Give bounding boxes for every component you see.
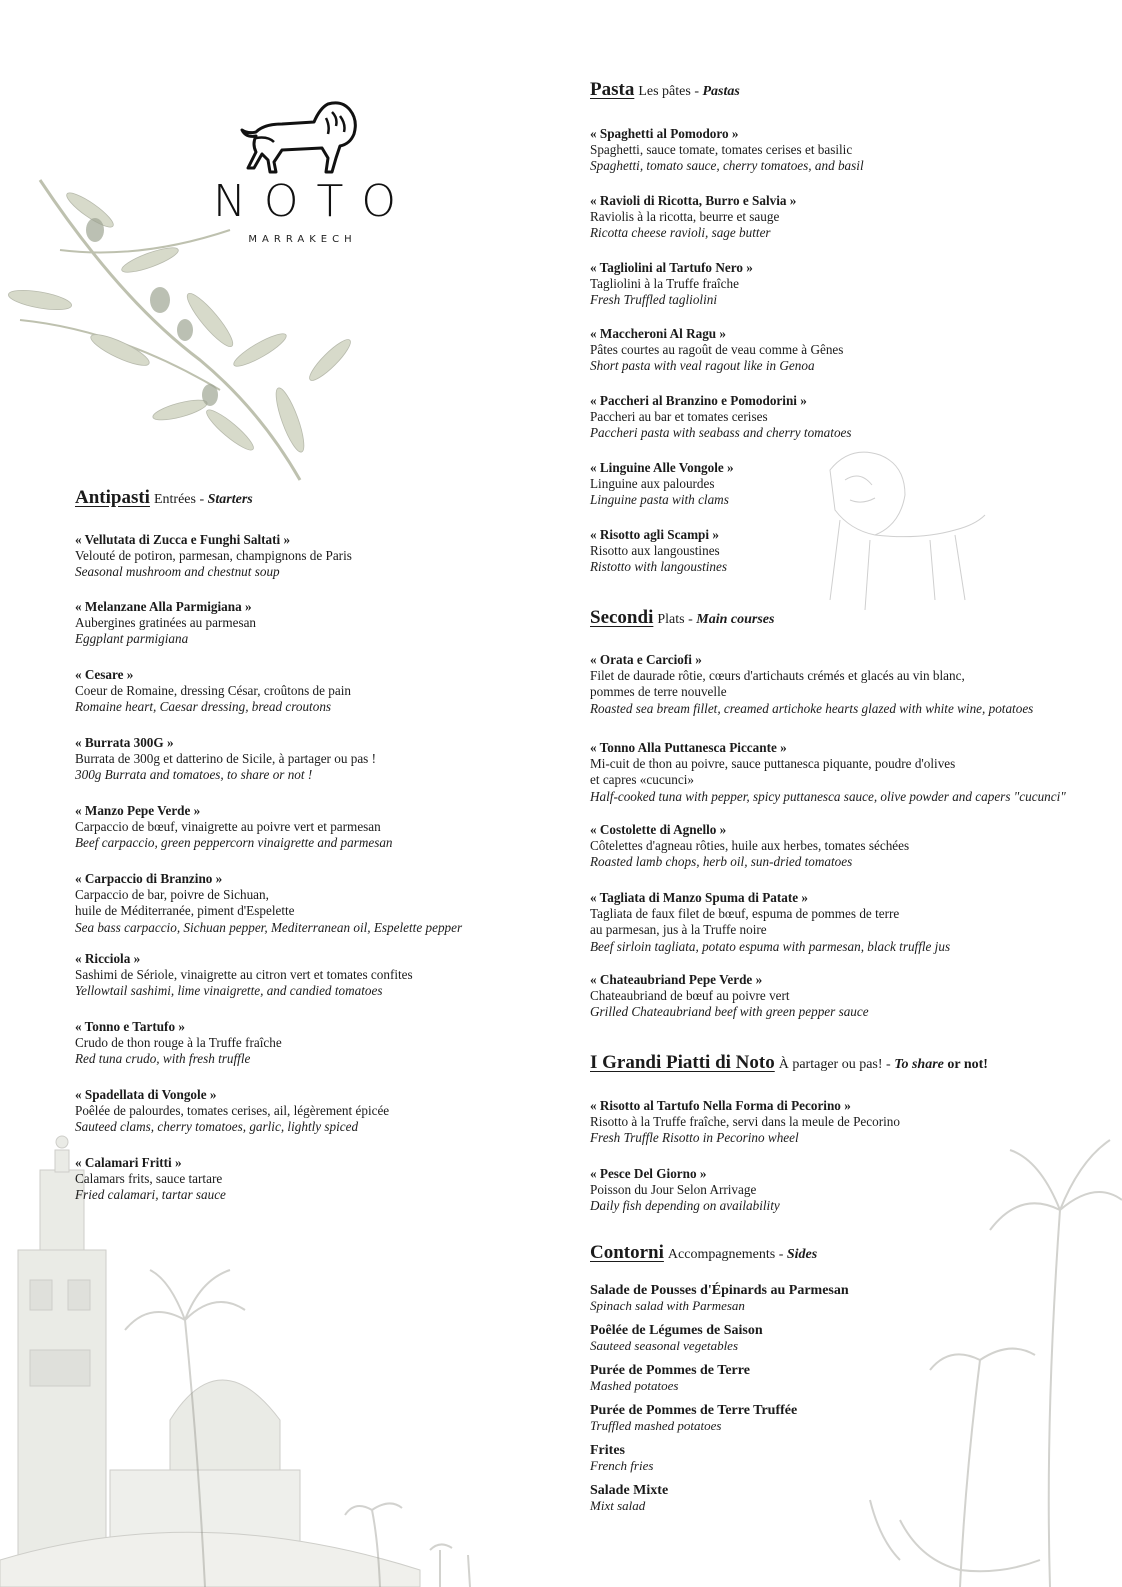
pasta-item: [590, 393, 852, 442]
side-description-en: Truffled mashed potatoes: [590, 1418, 722, 1433]
contorni-header: [590, 1243, 817, 1265]
side-name: Frites: [590, 1443, 625, 1458]
dish-description-en: Grilled Chateaubriand beef with green pepper sauce: [590, 1004, 869, 1020]
lion-logo-icon: [238, 98, 362, 176]
dish-description-fr: Burrata de 300g et datterino de Sicile, à partager ou pas !: [75, 751, 377, 767]
side-name: Purée de Pommes de Terre Truffée: [590, 1403, 798, 1418]
pasta-item: [590, 260, 753, 309]
antipasti-title: Antipasti: [75, 487, 150, 508]
brand-city: MARRAKECH: [248, 234, 357, 245]
antipasti-item: [75, 951, 413, 1000]
contorni-item: [590, 1403, 797, 1433]
contorni-title-en: Sides: [786, 1247, 818, 1262]
dish-description-fr: Carpaccio de bar, poivre de Sichuan,: [75, 887, 269, 903]
secondi-title-sep: -: [684, 612, 697, 627]
dish-description-fr: Tagliata de faux filet de bœuf, espuma de pommes de terre: [590, 906, 900, 922]
antipasti-item: [75, 1087, 389, 1136]
pasta-title-en: Pastas: [702, 84, 740, 99]
dish-name: « Chateaubriand Pepe Verde »: [590, 972, 763, 987]
dish-description-en: Seasonal mushroom and chestnut soup: [75, 564, 280, 580]
dish-description-fr: Coeur de Romaine, dressing César, croûtons de pain: [75, 683, 351, 699]
dish-description-fr: Velouté de potiron, parmesan, champignons de Paris: [75, 548, 352, 564]
dish-description-fr: Risotto à la Truffe fraîche, servi dans la meule de Pecorino: [590, 1114, 900, 1130]
lion-sketch-illustration: [830, 452, 985, 610]
pasta-header: [590, 80, 740, 102]
dish-name: « Manzo Pepe Verde »: [75, 803, 201, 818]
dish-description-en: Sauteed clams, cherry tomatoes, garlic, lightly spiced: [75, 1119, 359, 1135]
dish-description-fr: Aubergines gratinées au parmesan: [75, 615, 257, 631]
grandi-title-en: To share: [894, 1057, 944, 1072]
pasta-item: [590, 126, 864, 175]
dish-name: « Tonno Alla Puttanesca Piccante »: [590, 740, 787, 755]
contorni-item: [590, 1483, 668, 1513]
dish-description-fr: Pâtes courtes au ragoût de veau comme à Gênes: [590, 342, 844, 358]
antipasti-item: [75, 667, 351, 716]
dish-description-en: Romaine heart, Caesar dressing, bread croutons: [75, 699, 332, 715]
secondi-item: [590, 822, 909, 871]
pasta-item: [590, 460, 734, 509]
dish-name: « Tagliolini al Tartufo Nero »: [590, 260, 753, 275]
pasta-item: [590, 193, 796, 242]
dish-description-fr: Poisson du Jour Selon Arrivage: [590, 1182, 757, 1198]
dish-description-fr: Spaghetti, sauce tomate, tomates cerises et basilic: [590, 142, 853, 158]
dish-description-fr: Paccheri au bar et tomates cerises: [590, 409, 768, 425]
contorni-item: [590, 1323, 763, 1353]
dish-name: « Vellutata di Zucca e Funghi Saltati »: [75, 532, 291, 547]
secondi-title-fr: Plats: [657, 612, 685, 627]
dish-name: « Tonno e Tartufo »: [75, 1019, 185, 1034]
contorni-item: [590, 1443, 653, 1473]
antipasti-item: [75, 1019, 282, 1068]
dish-description-en: Daily fish depending on availability: [590, 1198, 780, 1214]
dish-description-en: Roasted lamb chops, herb oil, sun-dried tomatoes: [590, 854, 853, 870]
dish-description-en: Linguine pasta with clams: [590, 492, 729, 508]
pasta-title-sep: -: [690, 84, 703, 99]
dish-name: « Spaghetti al Pomodoro »: [590, 126, 739, 141]
secondi-item: [590, 652, 1033, 717]
dish-name: « Maccheroni Al Ragu »: [590, 326, 727, 341]
side-description-en: Sauteed seasonal vegetables: [590, 1338, 739, 1353]
secondi-title-en: Main courses: [696, 612, 775, 627]
dish-name: « Paccheri al Branzino e Pomodorini »: [590, 393, 807, 408]
dish-description-en: Short pasta with veal ragout like in Genoa: [590, 358, 815, 374]
side-description-en: Spinach salad with Parmesan: [590, 1298, 745, 1313]
antipasti-title-fr: Entrées: [153, 492, 196, 507]
contorni-title-fr: Accompagnements: [667, 1247, 776, 1262]
dish-description-fr: Risotto aux langoustines: [590, 543, 720, 559]
dish-name: « Pesce Del Giorno »: [590, 1166, 707, 1181]
dish-name: « Linguine Alle Vongole »: [590, 460, 734, 475]
antipasti-title-sep: -: [195, 492, 208, 507]
dish-name: « Tagliata di Manzo Spuma di Patate »: [590, 890, 808, 905]
dish-name: « Burrata 300G »: [75, 735, 174, 750]
dish-description-en: 300g Burrata and tomatoes, to share or not !: [75, 767, 313, 783]
dish-name: « Cesare »: [75, 667, 134, 682]
contorni-item: [590, 1283, 849, 1313]
dish-description-fr: Carpaccio de bœuf, vinaigrette au poivre vert et parmesan: [75, 819, 381, 835]
secondi-item: [590, 890, 950, 955]
dish-description-fr: au parmesan, jus à la Truffe noire: [590, 922, 767, 938]
koutoubia-mosque-illustration: [0, 1136, 420, 1587]
grandi-title: I Grandi Piatti di Noto: [590, 1052, 775, 1073]
dish-name: « Melanzane Alla Parmigiana »: [75, 599, 252, 614]
dish-description-fr: Tagliolini à la Truffe fraîche: [590, 276, 739, 292]
dish-description-fr: Crudo de thon rouge à la Truffe fraîche: [75, 1035, 282, 1051]
dish-description-fr: Calamars frits, sauce tartare: [75, 1171, 223, 1187]
pasta-item: [590, 326, 843, 375]
contorni-item: [590, 1363, 750, 1393]
pasta-title-fr: Les pâtes: [638, 84, 691, 99]
dish-description-en: Beef sirloin tagliata, potato espuma with parmesan, black truffle jus: [590, 938, 951, 954]
grandi-item: [590, 1166, 780, 1215]
dish-description-en: Fried calamari, tartar sauce: [75, 1187, 226, 1203]
dish-description-fr: et capres «cucunci»: [590, 772, 694, 788]
brand-logo: [195, 98, 415, 245]
dish-description-fr: Filet de daurade rôtie, cœurs d'artichauts crémés et glacés au vin blanc,: [590, 668, 965, 684]
grandi-item: [590, 1098, 900, 1147]
secondi-item: [590, 740, 1066, 805]
dish-description-en: Spaghetti, tomato sauce, cherry tomatoes, and basil: [590, 158, 864, 174]
dish-description-fr: huile de Méditerranée, piment d'Espelette: [75, 903, 295, 919]
dish-description-fr: Sashimi de Sériole, vinaigrette au citron vert et tomates confites: [75, 967, 413, 983]
grandi-header: [590, 1053, 988, 1075]
side-name: Salade Mixte: [590, 1483, 669, 1498]
brand-name: NOTO: [213, 176, 415, 227]
grandi-title-sep: -: [882, 1057, 895, 1072]
pasta-section: [590, 80, 740, 102]
dish-description-en: Ristotto with langoustines: [590, 559, 728, 575]
dish-name: « Risotto al Tartufo Nella Forma di Pecorino »: [590, 1098, 851, 1113]
dish-name: « Costolette di Agnello »: [590, 822, 727, 837]
grandi-section: [590, 1053, 988, 1075]
dish-name: « Orata e Carciofi »: [590, 652, 702, 667]
dish-description-en: Fresh Truffled tagliolini: [590, 292, 717, 308]
antipasti-title-en: Starters: [207, 492, 253, 507]
pasta-item: [590, 527, 727, 576]
dish-description-en: Paccheri pasta with seabass and cherry tomatoes: [590, 425, 852, 441]
dish-description-en: Sea bass carpaccio, Sichuan pepper, Mediterranean oil, Espelette pepper: [75, 919, 463, 935]
pasta-title: Pasta: [590, 79, 635, 100]
contorni-title: Contorni: [590, 1242, 664, 1263]
secondi-title: Secondi: [590, 607, 654, 628]
antipasti-item: [75, 735, 376, 784]
dish-description-en: Roasted sea bream fillet, creamed artichoke hearts glazed with white wine, potatoes: [590, 700, 1034, 716]
side-description-en: Mashed potatoes: [590, 1378, 679, 1393]
antipasti-item: [75, 871, 462, 936]
dish-name: « Calamari Fritti »: [75, 1155, 182, 1170]
side-name: Poêlée de Légumes de Saison: [590, 1323, 763, 1338]
dish-description-fr: Côtelettes d'agneau rôties, huile aux herbes, tomates séchées: [590, 838, 910, 854]
side-description-en: Mixt salad: [590, 1498, 646, 1513]
side-name: Purée de Pommes de Terre: [590, 1363, 750, 1378]
side-description-en: French fries: [590, 1458, 654, 1473]
contorni-section: [590, 1243, 817, 1265]
dish-description-en: Half-cooked tuna with pepper, spicy puttanesca sauce, olive powder and capers "cucunci": [590, 788, 1066, 804]
dish-description-en: Fresh Truffle Risotto in Pecorino wheel: [590, 1130, 799, 1146]
contorni-title-sep: -: [775, 1247, 787, 1262]
dish-name: « Ravioli di Ricotta, Burro e Salvia »: [590, 193, 797, 208]
dish-description-en: Red tuna crudo, with fresh truffle: [75, 1051, 251, 1067]
dish-description-en: Eggplant parmigiana: [75, 631, 189, 647]
antipasti-header: [75, 488, 253, 510]
dish-description-fr: Mi-cuit de thon au poivre, sauce puttanesca piquante, poudre d'olives: [590, 756, 956, 772]
dish-name: « Risotto agli Scampi »: [590, 527, 719, 542]
antipasti-section: [75, 488, 253, 510]
dish-description-en: Beef carpaccio, green peppercorn vinaigrette and parmesan: [75, 835, 393, 851]
antipasti-item: [75, 803, 393, 852]
dish-description-fr: Poêlée de palourdes, tomates cerises, ail, légèrement épicée: [75, 1103, 390, 1119]
dish-name: « Ricciola »: [75, 951, 141, 966]
dish-description-en: Yellowtail sashimi, lime vinaigrette, and candied tomatoes: [75, 983, 383, 999]
dish-description-fr: Linguine aux palourdes: [590, 476, 715, 492]
antipasti-item: [75, 1155, 226, 1204]
antipasti-item: [75, 532, 352, 581]
dish-description-fr: Chateaubriand de bœuf au poivre vert: [590, 988, 790, 1004]
dish-name: « Carpaccio di Branzino »: [75, 871, 223, 886]
dish-name: « Spadellata di Vongole »: [75, 1087, 217, 1102]
side-name: Salade de Pousses d'Épinards au Parmesan: [590, 1283, 849, 1298]
grandi-title-fr: À partager ou pas!: [778, 1057, 883, 1072]
dish-description-en: Ricotta cheese ravioli, sage butter: [590, 225, 771, 241]
antipasti-item: [75, 599, 256, 648]
secondi-header: [590, 608, 774, 630]
secondi-item: [590, 972, 869, 1021]
grandi-title-tail: or not!: [943, 1057, 988, 1072]
dish-description-fr: Raviolis à la ricotta, beurre et sauge: [590, 209, 780, 225]
dish-description-fr: pommes de terre nouvelle: [590, 684, 727, 700]
secondi-section: [590, 608, 774, 630]
